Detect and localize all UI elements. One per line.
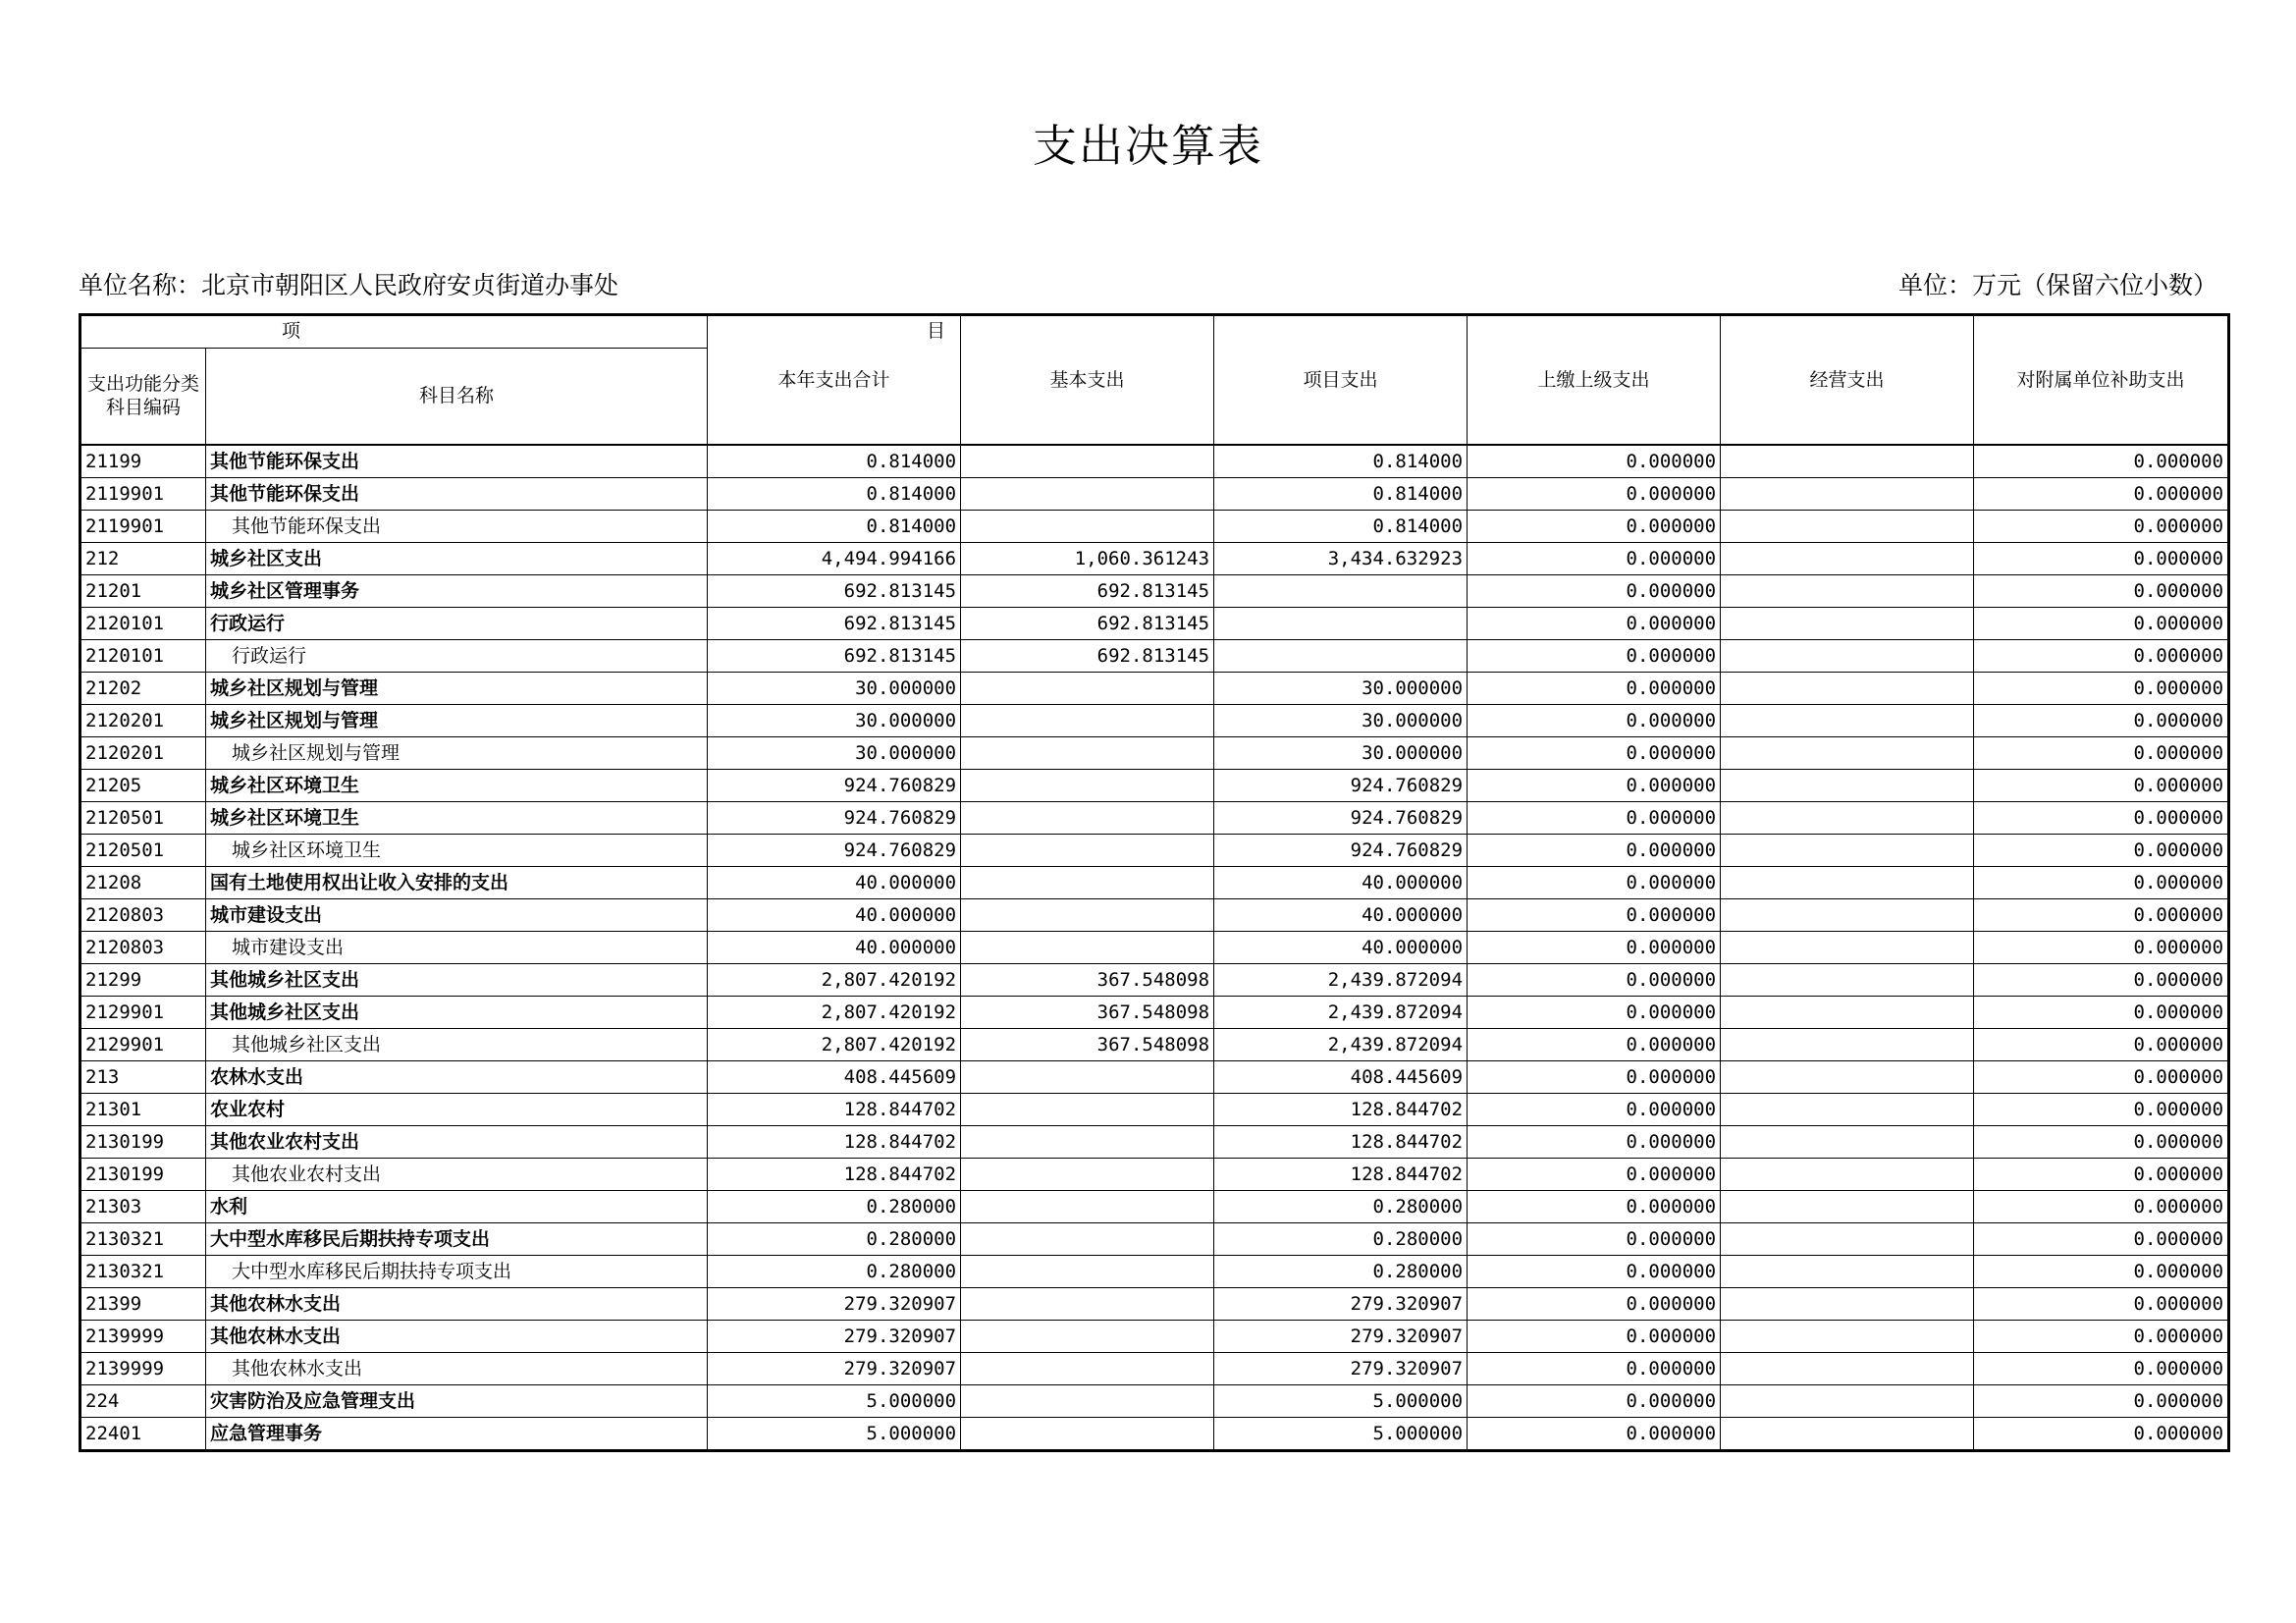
cell-basic bbox=[961, 835, 1214, 867]
header-name: 科目名称 bbox=[206, 348, 708, 445]
cell-operating bbox=[1721, 705, 1974, 737]
cell-code: 21199 bbox=[80, 445, 206, 478]
cell-upper: 0.000000 bbox=[1468, 835, 1721, 867]
cell-upper: 0.000000 bbox=[1468, 575, 1721, 608]
cell-project: 0.280000 bbox=[1214, 1223, 1468, 1256]
cell-upper: 0.000000 bbox=[1468, 640, 1721, 673]
cell-upper: 0.000000 bbox=[1468, 1223, 1721, 1256]
cell-name: 其他农林水支出 bbox=[206, 1288, 708, 1321]
cell-operating bbox=[1721, 543, 1974, 575]
cell-name: 城乡社区规划与管理 bbox=[206, 737, 708, 770]
cell-total: 30.000000 bbox=[708, 673, 961, 705]
cell-project: 2,439.872094 bbox=[1214, 964, 1468, 997]
table-row bbox=[80, 1353, 2229, 1385]
table-row bbox=[80, 640, 2229, 673]
cell-basic: 692.813145 bbox=[961, 640, 1214, 673]
cell-name: 其他城乡社区支出 bbox=[206, 964, 708, 997]
cell-project: 924.760829 bbox=[1214, 770, 1468, 802]
cell-code: 2130199 bbox=[80, 1126, 206, 1159]
table-row bbox=[80, 964, 2229, 997]
cell-basic bbox=[961, 1288, 1214, 1321]
table-row bbox=[80, 1191, 2229, 1223]
cell-project: 279.320907 bbox=[1214, 1353, 1468, 1385]
cell-code: 224 bbox=[80, 1385, 206, 1418]
cell-operating bbox=[1721, 997, 1974, 1029]
cell-code: 2129901 bbox=[80, 1029, 206, 1061]
unit-label: 单位：万元（保留六位小数） bbox=[1897, 271, 2217, 299]
cell-upper: 0.000000 bbox=[1468, 1094, 1721, 1126]
table-row bbox=[80, 608, 2229, 640]
cell-subsidy: 0.000000 bbox=[1974, 511, 2229, 543]
cell-operating bbox=[1721, 1223, 1974, 1256]
cell-upper: 0.000000 bbox=[1468, 997, 1721, 1029]
cell-subsidy: 0.000000 bbox=[1974, 1061, 2229, 1094]
cell-subsidy: 0.000000 bbox=[1974, 608, 2229, 640]
cell-name: 其他节能环保支出 bbox=[206, 478, 708, 511]
table-row bbox=[80, 737, 2229, 770]
cell-project: 279.320907 bbox=[1214, 1321, 1468, 1353]
cell-upper: 0.000000 bbox=[1468, 1126, 1721, 1159]
cell-project: 0.814000 bbox=[1214, 478, 1468, 511]
cell-code: 2139999 bbox=[80, 1321, 206, 1353]
cell-basic bbox=[961, 511, 1214, 543]
cell-total: 128.844702 bbox=[708, 1094, 961, 1126]
cell-project: 40.000000 bbox=[1214, 899, 1468, 932]
table-row bbox=[80, 997, 2229, 1029]
cell-code: 21303 bbox=[80, 1191, 206, 1223]
cell-project: 5.000000 bbox=[1214, 1418, 1468, 1451]
cell-subsidy: 0.000000 bbox=[1974, 964, 2229, 997]
cell-project: 2,439.872094 bbox=[1214, 1029, 1468, 1061]
cell-subsidy: 0.000000 bbox=[1974, 1418, 2229, 1451]
cell-name: 其他城乡社区支出 bbox=[206, 997, 708, 1029]
cell-upper: 0.000000 bbox=[1468, 673, 1721, 705]
cell-total: 30.000000 bbox=[708, 737, 961, 770]
table-row bbox=[80, 899, 2229, 932]
cell-operating bbox=[1721, 478, 1974, 511]
cell-project: 30.000000 bbox=[1214, 673, 1468, 705]
cell-subsidy: 0.000000 bbox=[1974, 835, 2229, 867]
cell-project: 2,439.872094 bbox=[1214, 997, 1468, 1029]
header-basic: 基本支出 bbox=[961, 315, 1214, 446]
cell-project: 128.844702 bbox=[1214, 1094, 1468, 1126]
cell-basic bbox=[961, 867, 1214, 899]
cell-code: 212 bbox=[80, 543, 206, 575]
table-row bbox=[80, 478, 2229, 511]
cell-code: 2120201 bbox=[80, 737, 206, 770]
header-project: 项 目 bbox=[80, 315, 708, 349]
cell-project: 0.814000 bbox=[1214, 445, 1468, 478]
cell-upper: 0.000000 bbox=[1468, 1288, 1721, 1321]
cell-name: 国有土地使用权出让收入安排的支出 bbox=[206, 867, 708, 899]
cell-name: 农林水支出 bbox=[206, 1061, 708, 1094]
cell-subsidy: 0.000000 bbox=[1974, 1256, 2229, 1288]
cell-operating bbox=[1721, 1418, 1974, 1451]
table-row bbox=[80, 445, 2229, 478]
cell-project: 279.320907 bbox=[1214, 1288, 1468, 1321]
cell-project: 924.760829 bbox=[1214, 835, 1468, 867]
cell-name: 行政运行 bbox=[206, 608, 708, 640]
table-row bbox=[80, 1321, 2229, 1353]
cell-operating bbox=[1721, 835, 1974, 867]
table-row bbox=[80, 932, 2229, 964]
cell-upper: 0.000000 bbox=[1468, 1159, 1721, 1191]
cell-operating bbox=[1721, 511, 1974, 543]
cell-project: 0.280000 bbox=[1214, 1256, 1468, 1288]
cell-code: 2120201 bbox=[80, 705, 206, 737]
cell-operating bbox=[1721, 575, 1974, 608]
cell-basic bbox=[961, 705, 1214, 737]
cell-name: 其他节能环保支出 bbox=[206, 511, 708, 543]
cell-subsidy: 0.000000 bbox=[1974, 899, 2229, 932]
cell-name: 大中型水库移民后期扶持专项支出 bbox=[206, 1256, 708, 1288]
cell-code: 2119901 bbox=[80, 511, 206, 543]
cell-project: 924.760829 bbox=[1214, 802, 1468, 835]
cell-subsidy: 0.000000 bbox=[1974, 575, 2229, 608]
cell-basic: 367.548098 bbox=[961, 997, 1214, 1029]
cell-project bbox=[1214, 608, 1468, 640]
cell-subsidy: 0.000000 bbox=[1974, 737, 2229, 770]
cell-operating bbox=[1721, 1256, 1974, 1288]
cell-name: 其他城乡社区支出 bbox=[206, 1029, 708, 1061]
cell-basic bbox=[961, 899, 1214, 932]
cell-basic: 367.548098 bbox=[961, 1029, 1214, 1061]
table-row bbox=[80, 1288, 2229, 1321]
cell-basic: 367.548098 bbox=[961, 964, 1214, 997]
cell-name: 其他农林水支出 bbox=[206, 1321, 708, 1353]
unit-name: 单位名称：北京市朝阳区人民政府安贞街道办事处 bbox=[79, 271, 619, 299]
table-row bbox=[80, 1061, 2229, 1094]
cell-total: 279.320907 bbox=[708, 1353, 961, 1385]
cell-total: 0.280000 bbox=[708, 1223, 961, 1256]
cell-project bbox=[1214, 575, 1468, 608]
cell-operating bbox=[1721, 1029, 1974, 1061]
cell-code: 21201 bbox=[80, 575, 206, 608]
table-row bbox=[80, 1256, 2229, 1288]
cell-operating bbox=[1721, 673, 1974, 705]
cell-total: 40.000000 bbox=[708, 932, 961, 964]
cell-operating bbox=[1721, 867, 1974, 899]
cell-name: 城市建设支出 bbox=[206, 899, 708, 932]
cell-basic bbox=[961, 1126, 1214, 1159]
cell-upper: 0.000000 bbox=[1468, 1353, 1721, 1385]
table-body bbox=[80, 445, 2229, 1451]
cell-code: 2120501 bbox=[80, 802, 206, 835]
cell-basic bbox=[961, 802, 1214, 835]
table-row bbox=[80, 1385, 2229, 1418]
cell-basic bbox=[961, 737, 1214, 770]
cell-subsidy: 0.000000 bbox=[1974, 640, 2229, 673]
cell-project: 40.000000 bbox=[1214, 867, 1468, 899]
cell-subsidy: 0.000000 bbox=[1974, 997, 2229, 1029]
cell-code: 2129901 bbox=[80, 997, 206, 1029]
cell-subsidy: 0.000000 bbox=[1974, 445, 2229, 478]
cell-operating bbox=[1721, 802, 1974, 835]
cell-code: 2139999 bbox=[80, 1353, 206, 1385]
header-code: 支出功能分类科目编码 bbox=[80, 348, 206, 445]
cell-operating bbox=[1721, 1061, 1974, 1094]
cell-upper: 0.000000 bbox=[1468, 737, 1721, 770]
cell-total: 692.813145 bbox=[708, 608, 961, 640]
cell-project: 128.844702 bbox=[1214, 1159, 1468, 1191]
cell-operating bbox=[1721, 445, 1974, 478]
cell-upper: 0.000000 bbox=[1468, 964, 1721, 997]
cell-operating bbox=[1721, 899, 1974, 932]
cell-code: 2120101 bbox=[80, 640, 206, 673]
cell-project: 0.280000 bbox=[1214, 1191, 1468, 1223]
cell-subsidy: 0.000000 bbox=[1974, 867, 2229, 899]
cell-project: 0.814000 bbox=[1214, 511, 1468, 543]
cell-total: 2,807.420192 bbox=[708, 997, 961, 1029]
table-row bbox=[80, 1418, 2229, 1451]
cell-upper: 0.000000 bbox=[1468, 1321, 1721, 1353]
table-row bbox=[80, 1159, 2229, 1191]
cell-subsidy: 0.000000 bbox=[1974, 1029, 2229, 1061]
cell-code: 21299 bbox=[80, 964, 206, 997]
cell-name: 大中型水库移民后期扶持专项支出 bbox=[206, 1223, 708, 1256]
cell-total: 4,494.994166 bbox=[708, 543, 961, 575]
cell-name: 城乡社区环境卫生 bbox=[206, 802, 708, 835]
table-row bbox=[80, 511, 2229, 543]
cell-operating bbox=[1721, 1288, 1974, 1321]
cell-total: 279.320907 bbox=[708, 1288, 961, 1321]
cell-operating bbox=[1721, 1126, 1974, 1159]
cell-total: 692.813145 bbox=[708, 640, 961, 673]
cell-code: 213 bbox=[80, 1061, 206, 1094]
cell-basic bbox=[961, 770, 1214, 802]
cell-code: 2120803 bbox=[80, 932, 206, 964]
cell-name: 城乡社区环境卫生 bbox=[206, 770, 708, 802]
cell-upper: 0.000000 bbox=[1468, 770, 1721, 802]
cell-subsidy: 0.000000 bbox=[1974, 478, 2229, 511]
cell-operating bbox=[1721, 770, 1974, 802]
table-row bbox=[80, 543, 2229, 575]
cell-name: 城乡社区管理事务 bbox=[206, 575, 708, 608]
table-row bbox=[80, 673, 2229, 705]
cell-subsidy: 0.000000 bbox=[1974, 1353, 2229, 1385]
cell-code: 21205 bbox=[80, 770, 206, 802]
header-project-expenditure: 项目支出 bbox=[1214, 315, 1468, 446]
cell-project bbox=[1214, 640, 1468, 673]
cell-total: 128.844702 bbox=[708, 1126, 961, 1159]
cell-code: 2120101 bbox=[80, 608, 206, 640]
cell-total: 924.760829 bbox=[708, 770, 961, 802]
cell-total: 0.280000 bbox=[708, 1191, 961, 1223]
cell-basic: 1,060.361243 bbox=[961, 543, 1214, 575]
cell-name: 其他农业农村支出 bbox=[206, 1126, 708, 1159]
cell-code: 22401 bbox=[80, 1418, 206, 1451]
cell-basic: 692.813145 bbox=[961, 608, 1214, 640]
cell-basic bbox=[961, 1061, 1214, 1094]
cell-upper: 0.000000 bbox=[1468, 478, 1721, 511]
cell-upper: 0.000000 bbox=[1468, 1191, 1721, 1223]
cell-total: 2,807.420192 bbox=[708, 1029, 961, 1061]
cell-basic bbox=[961, 1321, 1214, 1353]
cell-total: 0.814000 bbox=[708, 445, 961, 478]
cell-subsidy: 0.000000 bbox=[1974, 1288, 2229, 1321]
cell-name: 行政运行 bbox=[206, 640, 708, 673]
cell-project: 5.000000 bbox=[1214, 1385, 1468, 1418]
cell-basic bbox=[961, 1353, 1214, 1385]
cell-name: 城乡社区规划与管理 bbox=[206, 673, 708, 705]
header-upper: 上缴上级支出 bbox=[1468, 315, 1721, 446]
cell-upper: 0.000000 bbox=[1468, 1385, 1721, 1418]
cell-subsidy: 0.000000 bbox=[1974, 802, 2229, 835]
cell-subsidy: 0.000000 bbox=[1974, 1223, 2229, 1256]
cell-code: 21399 bbox=[80, 1288, 206, 1321]
cell-subsidy: 0.000000 bbox=[1974, 705, 2229, 737]
cell-project: 3,434.632923 bbox=[1214, 543, 1468, 575]
cell-operating bbox=[1721, 1159, 1974, 1191]
cell-project: 40.000000 bbox=[1214, 932, 1468, 964]
cell-total: 0.280000 bbox=[708, 1256, 961, 1288]
cell-project: 30.000000 bbox=[1214, 737, 1468, 770]
cell-name: 其他农业农村支出 bbox=[206, 1159, 708, 1191]
cell-name: 灾害防治及应急管理支出 bbox=[206, 1385, 708, 1418]
cell-total: 692.813145 bbox=[708, 575, 961, 608]
cell-subsidy: 0.000000 bbox=[1974, 1126, 2229, 1159]
cell-basic bbox=[961, 1094, 1214, 1126]
cell-name: 城乡社区支出 bbox=[206, 543, 708, 575]
cell-operating bbox=[1721, 1321, 1974, 1353]
cell-subsidy: 0.000000 bbox=[1974, 1159, 2229, 1191]
cell-basic bbox=[961, 445, 1214, 478]
cell-basic bbox=[961, 673, 1214, 705]
cell-operating bbox=[1721, 608, 1974, 640]
cell-project: 408.445609 bbox=[1214, 1061, 1468, 1094]
cell-basic: 692.813145 bbox=[961, 575, 1214, 608]
cell-upper: 0.000000 bbox=[1468, 867, 1721, 899]
cell-code: 2130321 bbox=[80, 1256, 206, 1288]
table-row bbox=[80, 770, 2229, 802]
cell-subsidy: 0.000000 bbox=[1974, 770, 2229, 802]
table-row bbox=[80, 1029, 2229, 1061]
cell-subsidy: 0.000000 bbox=[1974, 1385, 2229, 1418]
cell-operating bbox=[1721, 1094, 1974, 1126]
cell-subsidy: 0.000000 bbox=[1974, 1191, 2229, 1223]
cell-upper: 0.000000 bbox=[1468, 1418, 1721, 1451]
cell-name: 城市建设支出 bbox=[206, 932, 708, 964]
cell-operating bbox=[1721, 1385, 1974, 1418]
cell-total: 2,807.420192 bbox=[708, 964, 961, 997]
cell-total: 40.000000 bbox=[708, 867, 961, 899]
cell-name: 应急管理事务 bbox=[206, 1418, 708, 1451]
header-subsidy: 对附属单位补助支出 bbox=[1974, 315, 2229, 446]
cell-subsidy: 0.000000 bbox=[1974, 932, 2229, 964]
cell-total: 30.000000 bbox=[708, 705, 961, 737]
cell-operating bbox=[1721, 1191, 1974, 1223]
cell-basic bbox=[961, 1256, 1214, 1288]
cell-total: 0.814000 bbox=[708, 478, 961, 511]
cell-upper: 0.000000 bbox=[1468, 608, 1721, 640]
cell-total: 408.445609 bbox=[708, 1061, 961, 1094]
table-row bbox=[80, 1094, 2229, 1126]
cell-total: 0.814000 bbox=[708, 511, 961, 543]
table-row bbox=[80, 1126, 2229, 1159]
cell-name: 其他节能环保支出 bbox=[206, 445, 708, 478]
cell-name: 农业农村 bbox=[206, 1094, 708, 1126]
cell-code: 21301 bbox=[80, 1094, 206, 1126]
cell-operating bbox=[1721, 932, 1974, 964]
cell-upper: 0.000000 bbox=[1468, 445, 1721, 478]
cell-operating bbox=[1721, 737, 1974, 770]
table-row bbox=[80, 1223, 2229, 1256]
cell-total: 279.320907 bbox=[708, 1321, 961, 1353]
cell-upper: 0.000000 bbox=[1468, 705, 1721, 737]
cell-upper: 0.000000 bbox=[1468, 543, 1721, 575]
table-row bbox=[80, 802, 2229, 835]
cell-operating bbox=[1721, 964, 1974, 997]
cell-subsidy: 0.000000 bbox=[1974, 1321, 2229, 1353]
cell-code: 2130199 bbox=[80, 1159, 206, 1191]
cell-code: 2120501 bbox=[80, 835, 206, 867]
cell-subsidy: 0.000000 bbox=[1974, 543, 2229, 575]
cell-total: 40.000000 bbox=[708, 899, 961, 932]
cell-upper: 0.000000 bbox=[1468, 932, 1721, 964]
cell-name: 水利 bbox=[206, 1191, 708, 1223]
cell-upper: 0.000000 bbox=[1468, 511, 1721, 543]
cell-code: 21208 bbox=[80, 867, 206, 899]
cell-code: 2120803 bbox=[80, 899, 206, 932]
cell-code: 2130321 bbox=[80, 1223, 206, 1256]
cell-basic bbox=[961, 1223, 1214, 1256]
cell-basic bbox=[961, 1191, 1214, 1223]
cell-upper: 0.000000 bbox=[1468, 1256, 1721, 1288]
cell-subsidy: 0.000000 bbox=[1974, 673, 2229, 705]
cell-operating bbox=[1721, 640, 1974, 673]
cell-name: 城乡社区规划与管理 bbox=[206, 705, 708, 737]
cell-total: 924.760829 bbox=[708, 835, 961, 867]
cell-total: 128.844702 bbox=[708, 1159, 961, 1191]
cell-basic bbox=[961, 1418, 1214, 1451]
cell-upper: 0.000000 bbox=[1468, 1061, 1721, 1094]
expenditure-table bbox=[79, 313, 2230, 1452]
table-row bbox=[80, 835, 2229, 867]
table-row bbox=[80, 705, 2229, 737]
cell-total: 924.760829 bbox=[708, 802, 961, 835]
header-total: 本年支出合计 bbox=[708, 315, 961, 446]
cell-operating bbox=[1721, 1353, 1974, 1385]
cell-name: 其他农林水支出 bbox=[206, 1353, 708, 1385]
cell-upper: 0.000000 bbox=[1468, 899, 1721, 932]
page-title: 支出决算表 bbox=[1032, 120, 1263, 172]
cell-upper: 0.000000 bbox=[1468, 802, 1721, 835]
table-row bbox=[80, 867, 2229, 899]
cell-basic bbox=[961, 932, 1214, 964]
table-row bbox=[80, 575, 2229, 608]
cell-total: 5.000000 bbox=[708, 1418, 961, 1451]
cell-name: 城乡社区环境卫生 bbox=[206, 835, 708, 867]
cell-total: 5.000000 bbox=[708, 1385, 961, 1418]
cell-project: 30.000000 bbox=[1214, 705, 1468, 737]
cell-code: 21202 bbox=[80, 673, 206, 705]
cell-basic bbox=[961, 1159, 1214, 1191]
cell-subsidy: 0.000000 bbox=[1974, 1094, 2229, 1126]
cell-upper: 0.000000 bbox=[1468, 1029, 1721, 1061]
cell-code: 2119901 bbox=[80, 478, 206, 511]
cell-basic bbox=[961, 1385, 1214, 1418]
cell-project: 128.844702 bbox=[1214, 1126, 1468, 1159]
header-operating: 经营支出 bbox=[1721, 315, 1974, 446]
cell-basic bbox=[961, 478, 1214, 511]
